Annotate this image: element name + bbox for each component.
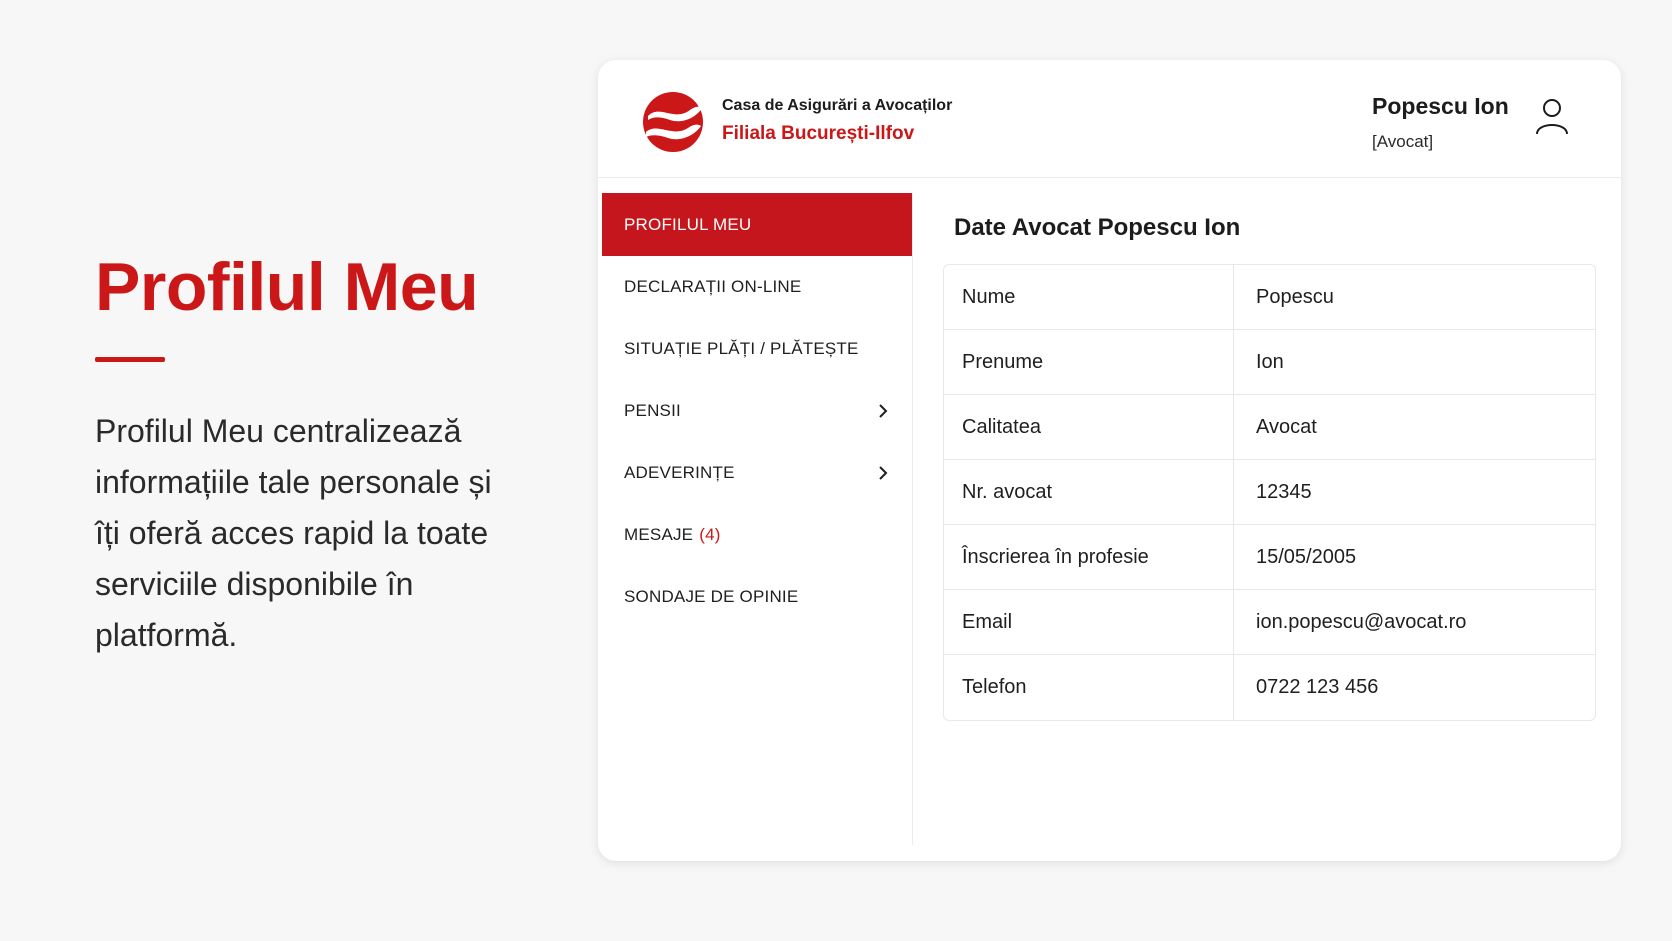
row-label: Nr. avocat [944,460,1234,525]
message-count-badge: (4) [699,525,721,544]
title-underline [95,357,165,362]
user-icon[interactable] [1534,96,1570,136]
row-label: Telefon [944,655,1234,720]
table-row [944,460,1595,525]
sidebar-item-label: ADEVERINȚE [624,463,735,482]
row-label: Înscrierea în profesie [944,525,1234,590]
sidebar-item-label: SONDAJE DE OPINIE [624,587,799,606]
sidebar-nav [602,193,913,845]
sidebar-item-sondaje[interactable] [602,566,912,628]
promo-description-bold: Profilul Meu [95,412,264,449]
row-label: Email [944,590,1234,655]
row-label: Prenume [944,330,1234,395]
sidebar-item-mesaje[interactable] [602,504,912,566]
sidebar-item-label: MESAJE [624,525,694,544]
row-value: Popescu [1234,265,1595,330]
sidebar-item-label-wrap [624,525,721,545]
casa-logo-icon [640,88,706,156]
page-title: Date Avocat Popescu Ion [954,214,1241,241]
promo-description-rest: centralizează informațiile tale personale și îți oferă acces rapid la toate serviciile disponibile în platformă. [95,412,492,653]
promo-panel [95,250,515,661]
table-row [944,395,1595,460]
sidebar-item-label: SITUAȚIE PLĂȚI / PLĂTEȘTE [624,339,859,358]
row-value: 12345 [1234,460,1595,525]
org-name: Casa de Asigurări a Avocaților [722,97,953,114]
row-value: 0722 123 456 [1256,676,1379,698]
sidebar-item-declaratii-online[interactable] [602,256,912,318]
row-value: ion.popescu@avocat.ro [1234,590,1595,655]
user-role: [Avocat] [1372,132,1434,151]
org-branch: Filiala București-Ilfov [722,123,915,144]
table-row [944,655,1595,720]
sidebar-item-label: PENSII [624,401,681,420]
row-value: Avocat [1234,395,1595,460]
sidebar-item-pensii[interactable] [602,380,912,442]
chevron-right-icon [878,404,888,418]
sidebar-item-label: PROFILUL MEU [624,214,752,234]
user-name[interactable]: Popescu Ion [1372,93,1509,119]
sidebar-item-profilul-meu[interactable] [602,193,912,256]
table-row [944,590,1595,655]
profile-table [943,264,1596,721]
sidebar-item-situatie-plati[interactable] [602,318,912,380]
row-value: 15/05/2005 [1234,525,1595,590]
row-label: Nume [944,265,1234,330]
table-row [944,330,1595,395]
row-value: Ion [1234,330,1595,395]
table-row [944,265,1595,330]
profile-content [943,200,1596,721]
app-window [598,60,1621,861]
row-label: Calitatea [944,395,1234,460]
app-header [598,60,1621,178]
table-row [944,525,1595,590]
chevron-right-icon [878,466,888,480]
sidebar-item-label: DECLARAȚII ON-LINE [624,277,802,296]
promo-description [95,406,515,661]
promo-title: Profilul Meu [95,249,479,325]
sidebar-item-adeverinte[interactable] [602,442,912,504]
